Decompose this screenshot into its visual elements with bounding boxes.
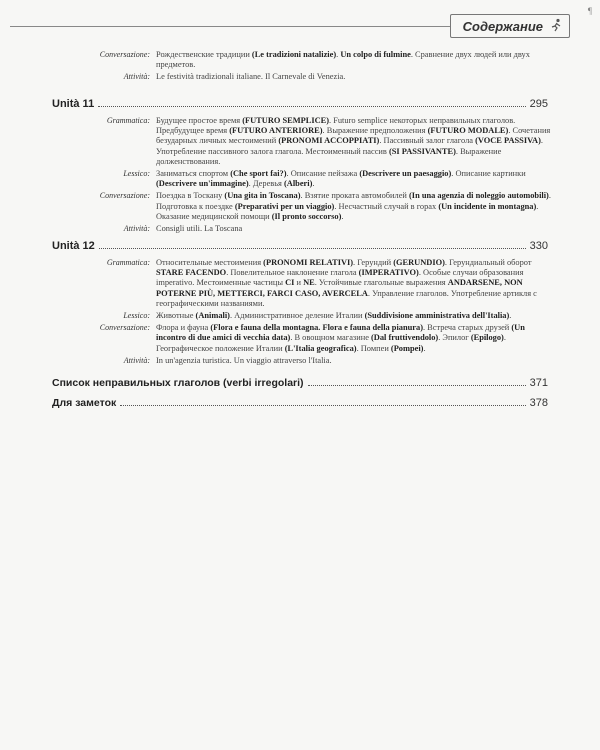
unit-12-heading[interactable] bbox=[52, 240, 548, 252]
page-header bbox=[10, 14, 570, 40]
page-corner-mark: ¶ bbox=[587, 6, 592, 16]
irregular-verbs-entry[interactable] bbox=[52, 377, 548, 389]
row-text: Поездка в Тоскану (Una gita in Toscana). Взятие проката автомобилей (In una agenzia di noleggio automobili). Подготовка к поездке (Preparativi per un viaggio). Несчастный случай в горах (Un incidente in montagna). Оказание медицинской помощи (Il pronto soccorso). bbox=[156, 191, 551, 221]
section-unit-11 bbox=[88, 116, 554, 236]
entry-title: Для заметок bbox=[52, 397, 117, 409]
leader-dots bbox=[308, 385, 526, 386]
section-prev-unit bbox=[88, 50, 554, 85]
toc-row bbox=[88, 356, 554, 366]
row-text: In un'agenzia turistica. Un viaggio attraverso l'Italia. bbox=[156, 355, 332, 365]
unit-11-heading[interactable] bbox=[52, 98, 548, 110]
row-label: Conversazione: bbox=[99, 50, 150, 59]
leader-dots bbox=[98, 106, 525, 107]
header-title-box bbox=[450, 14, 570, 38]
page-number: 295 bbox=[529, 98, 548, 110]
toc-row bbox=[88, 116, 554, 167]
page-title: Содержание bbox=[462, 18, 543, 34]
toc-row bbox=[88, 224, 554, 234]
leader-dots bbox=[120, 405, 525, 406]
row-text: Le festività tradizionali italiane. Il Carnevale di Venezia. bbox=[156, 72, 346, 82]
row-label: Lessico: bbox=[123, 311, 150, 321]
row-label: Conversazione: bbox=[99, 191, 150, 201]
unit-name: Unità 12 bbox=[52, 240, 95, 252]
row-label: Attività: bbox=[123, 72, 150, 82]
row-label: Attività: bbox=[123, 224, 150, 234]
toc-row bbox=[88, 169, 554, 189]
row-text: Животные (Animali). Административное деление Италии (Suddivisione amministrativa dell'Italia). bbox=[156, 311, 512, 321]
row-text: Относительные местоимения (PRONOMI RELATIVI). Герундий (GERUNDIO). Герундиальный оборот STARE FACENDO. Повелительное наклонение глагола (IMPERATIVO). Особые случаи образования imperativo. Местоименные частицы CI и NE. Устойчивые глагольные выражения ANDARSENE, NON POTERNE PIÙ, METTERCI, FARCI CASO, AVERCELA. Управление глаголов. Употребление артикля с географическими названиями. bbox=[156, 258, 537, 308]
row-text: Рождественские традиции (Le tradizioni natalizie). Un colpo di fulmine. Сравнение двух людей или двух предметов. bbox=[156, 50, 530, 70]
row-text: Consigli utili. La Toscana bbox=[156, 224, 243, 234]
row-text: Будущее простое время (FUTURO SEMPLICE). Futuro semplice некоторых неправильных глаголов. Предбудущее время (FUTURO ANTERIORE). Выражение предположения (FUTURO MODALE). Сочетания безударных личных местоимений (PRONOMI ACCOPPIATI). Пассивный залог глагола (VOCE PASSIVA). Употребление пассивного залога глагола. Местоименный пассив (SI PASSIVANTE). Выражение долженствования. bbox=[156, 116, 551, 166]
toc-row bbox=[88, 191, 554, 222]
toc-row bbox=[88, 323, 554, 354]
toc-row bbox=[88, 311, 554, 321]
row-label: Lessico: bbox=[123, 169, 150, 179]
notes-entry[interactable] bbox=[52, 397, 548, 409]
leader-dots bbox=[99, 248, 526, 249]
row-text: Флора и фауна (Flora e fauna della montagna. Flora e fauna della pianura). Встреча старых друзей (Un incontro di due amici di vecchia data). В овощном магазине (Dal fruttivendolo). Эпилог (Epilogo). Географическое положение Италии (L'Italia geografica). Помпеи (Pompei). bbox=[156, 323, 525, 353]
toc-row bbox=[88, 258, 554, 309]
row-label: Grammatica: bbox=[106, 116, 150, 125]
row-label: Attività: bbox=[123, 355, 150, 365]
toc-row bbox=[88, 72, 554, 82]
unit-name: Unità 11 bbox=[52, 98, 95, 110]
row-label: Grammatica: bbox=[106, 258, 150, 267]
page-number: 378 bbox=[529, 397, 548, 409]
toc-row bbox=[88, 50, 554, 70]
entry-title: Список неправильных глаголов (verbi irregolari) bbox=[52, 377, 304, 389]
row-text: Заниматься спортом (Che sport fai?). Описание пейзажа (Descrivere un paesaggio). Описание картинки (Descrivere un'immagine). Деревья (Alberi). bbox=[156, 169, 526, 189]
section-unit-12 bbox=[88, 258, 554, 368]
page-number: 330 bbox=[529, 240, 548, 252]
page-number: 371 bbox=[529, 377, 548, 389]
figure-icon bbox=[549, 18, 563, 32]
row-label: Conversazione: bbox=[99, 323, 150, 333]
